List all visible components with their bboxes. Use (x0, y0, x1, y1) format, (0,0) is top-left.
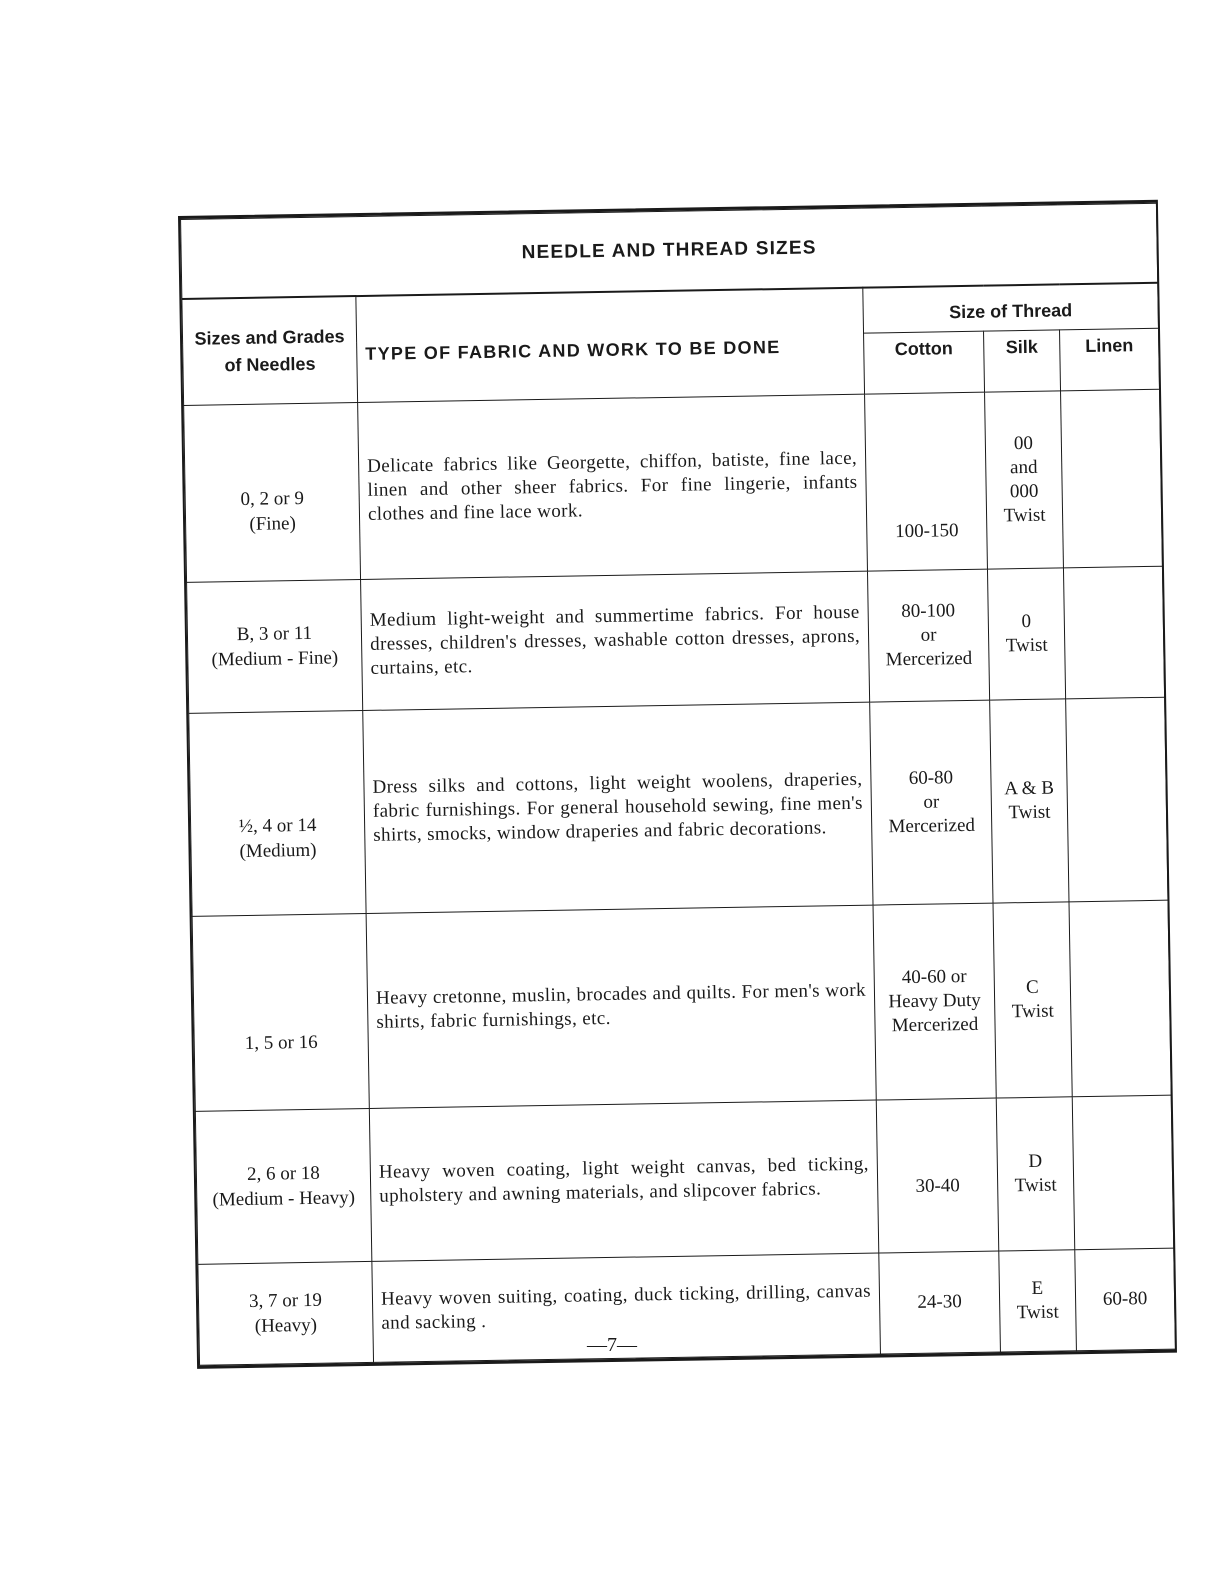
table-title: NEEDLE AND THREAD SIZES (181, 203, 1158, 299)
cotton-size-cell (870, 700, 993, 905)
header-linen: Linen (1060, 328, 1160, 391)
silk-size-line2: Twist (1011, 1000, 1054, 1023)
silk-size-line2: Twist (1016, 1301, 1059, 1324)
cotton-size-cell (873, 903, 996, 1100)
fabric-description: Heavy cretonne, muslin, brocades and quilts. For men's work shirts, fabric furnishings, etc. (366, 905, 876, 1108)
cotton-size: 100-150 (894, 520, 959, 543)
silk-size: 00 (1013, 432, 1034, 455)
fabric-description: Heavy woven suiting, coating, duck ticking, drilling, canvas and sacking . (372, 1253, 881, 1362)
header-thread-size: Size of Thread (863, 283, 1159, 333)
cotton-size-line3: Mercerized (888, 814, 976, 838)
silk-size: 0 (1021, 610, 1032, 633)
table-row (195, 1095, 1173, 1264)
needle-size: B, 3 or 11 (236, 622, 313, 646)
silk-size-line2: Twist (1014, 1174, 1057, 1197)
page-number: —7— (587, 1334, 637, 1356)
needle-size: 0, 2 or 9 (240, 487, 305, 511)
needle-size-cell (189, 711, 366, 917)
silk-size-line2: Twist (1005, 634, 1048, 657)
needle-size: 2, 6 or 18 (246, 1162, 320, 1185)
header-fabric-type: TYPE OF FABRIC AND WORK TO BE DONE (356, 288, 865, 403)
silk-size-cell (996, 1097, 1075, 1251)
silk-size-line2: and (1009, 456, 1038, 479)
needle-size-cell (187, 580, 363, 714)
needle-size: ½, 4 or 14 (238, 814, 317, 838)
linen-size (1061, 389, 1163, 568)
linen-size (1072, 1095, 1174, 1250)
fabric-description: Medium light-weight and summertime fabrics. For house dresses, children's dresses, washable cotton dresses, aprons, curtains, etc. (361, 571, 870, 710)
cotton-size: 24-30 (917, 1291, 962, 1313)
cotton-size-line2: or (923, 791, 940, 813)
needle-size-cell (184, 403, 361, 583)
cotton-size: 30-40 (915, 1175, 961, 1197)
cotton-size-cell (876, 1098, 999, 1253)
linen-size: 60-80 (1075, 1248, 1176, 1351)
needle-grade: (Medium - Heavy) (212, 1187, 356, 1211)
silk-size-line2: Twist (1008, 801, 1051, 824)
header-cotton: Cotton (864, 331, 985, 394)
silk-size-line3: 000 (1009, 480, 1039, 503)
needle-size: 3, 7 or 19 (248, 1289, 323, 1312)
needle-grade: (Heavy) (254, 1314, 318, 1337)
silk-size: C (1025, 976, 1039, 999)
needle-grade: (Fine) (249, 513, 297, 535)
silk-size-line4: Twist (1003, 504, 1046, 527)
silk-size-cell (990, 699, 1069, 903)
linen-size (1066, 697, 1168, 902)
cotton-size-line2: or (920, 624, 937, 646)
silk-size-cell (987, 568, 1065, 700)
cotton-size-cell (865, 392, 988, 571)
silk-size-cell (993, 902, 1072, 1098)
silk-size-cell (985, 391, 1064, 569)
cotton-size: 40-60 or (901, 966, 967, 989)
silk-size: D (1028, 1150, 1043, 1173)
fabric-description: Delicate fabrics like Georgette, chiffon, batiste, fine lace, linen and other sheer fabrics. For fine lingerie, infants clothes and fine lace work. (358, 394, 868, 579)
table-row (189, 697, 1168, 916)
header-needle-line2: of Needles (224, 353, 316, 375)
table-row (184, 389, 1163, 582)
cotton-size: 60-80 (908, 767, 954, 789)
fabric-description: Dress silks and cottons, light weight woolens, draperies, fabric furnishings. For general household sewing, fine men's shirts, smocks, window draperies and fabric decorations. (363, 702, 873, 913)
silk-size: E (1031, 1277, 1044, 1299)
linen-size (1063, 566, 1164, 699)
needle-size-cell (192, 913, 369, 1111)
header-silk: Silk (984, 330, 1061, 392)
table-row (187, 566, 1165, 713)
header-needle-sizes (182, 296, 358, 405)
linen-size (1069, 900, 1171, 1097)
cotton-size: 80-100 (901, 600, 956, 623)
cotton-size-line2: Heavy Duty (888, 989, 981, 1013)
needle-grade: (Medium) (239, 839, 317, 863)
needle-thread-table (180, 203, 1176, 1366)
needle-size-cell (195, 1108, 372, 1264)
cotton-size-line3: Mercerized (891, 1013, 979, 1037)
table-row (192, 900, 1171, 1111)
header-needle-line1: Sizes and Grades (194, 325, 345, 349)
fabric-description: Heavy woven coating, light weight canvas, bed ticking, upholstery and awning materials, and slipcover fabrics. (369, 1100, 878, 1261)
needle-size: 1, 5 or 16 (244, 1031, 318, 1054)
cotton-size-cell (867, 569, 989, 702)
cotton-size-line3: Mercerized (885, 647, 973, 671)
needle-grade: (Medium - Fine) (211, 647, 339, 671)
needle-thread-table-frame (178, 200, 1177, 1369)
silk-size: A & B (1004, 777, 1055, 800)
